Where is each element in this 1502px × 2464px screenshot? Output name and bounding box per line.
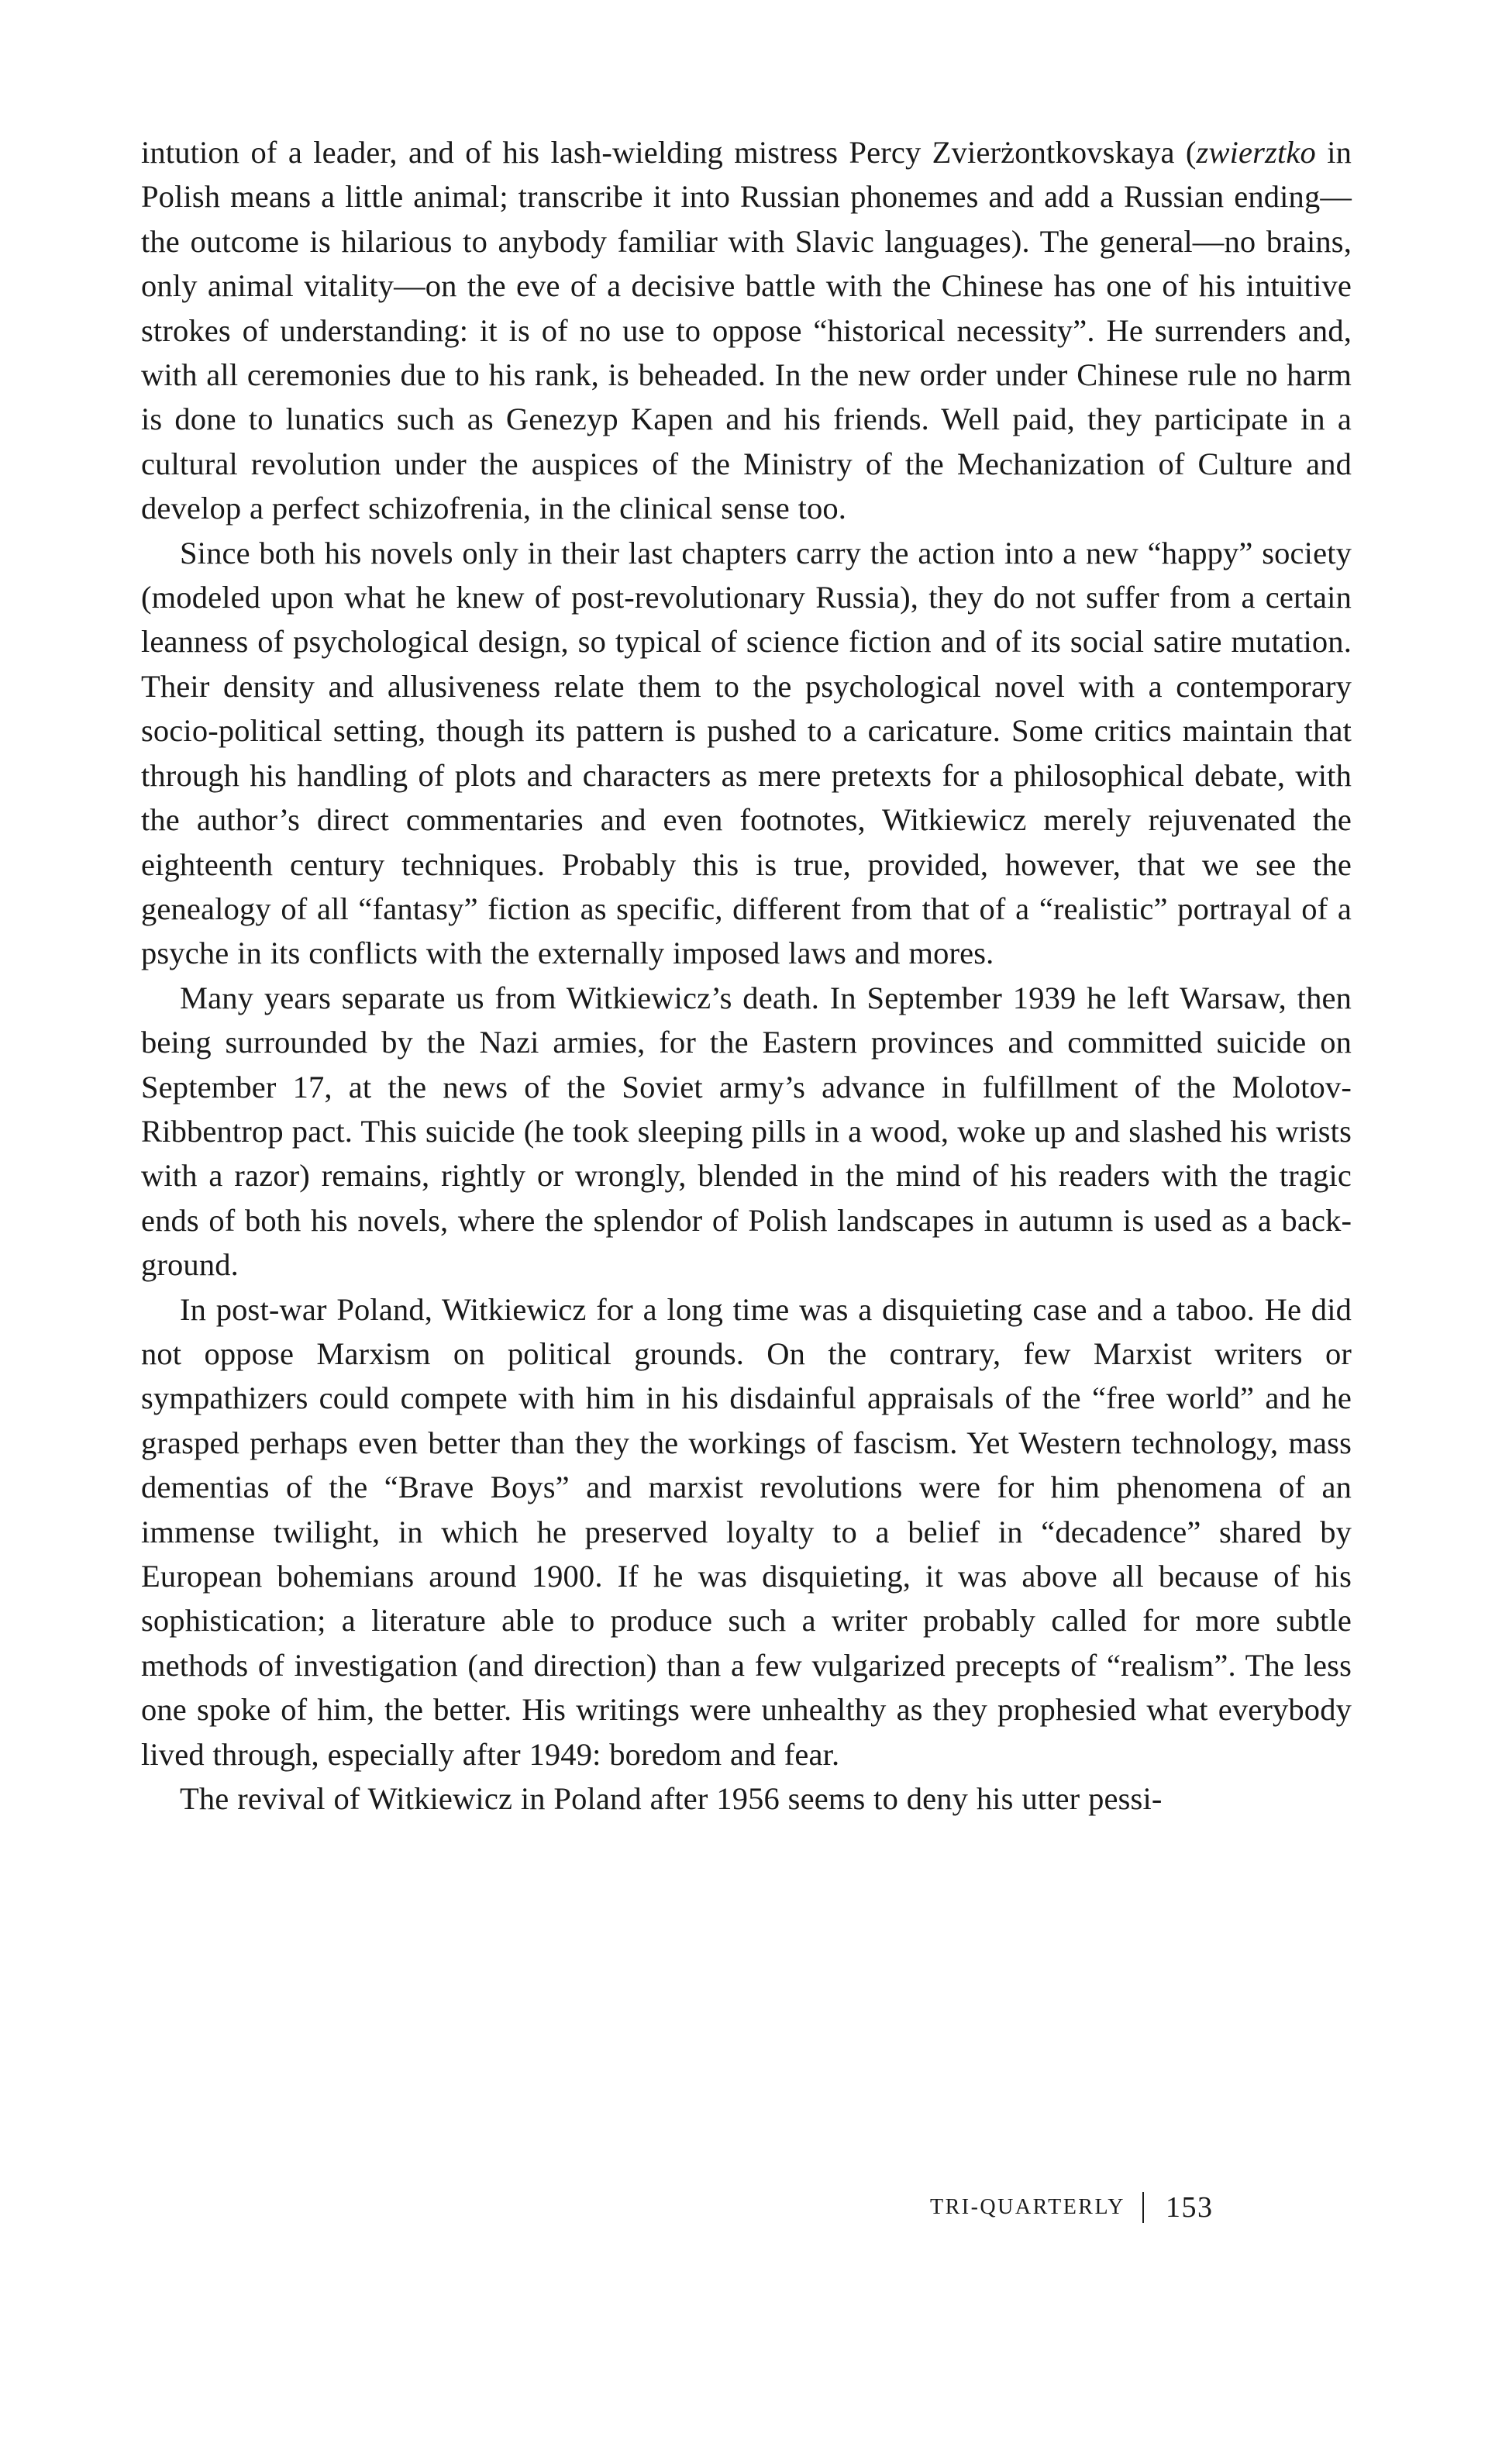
paragraph-1-italic-term: zwierztko (1196, 135, 1316, 170)
paragraph-2-text: Since both his novels only in their last chapters carry the action into a new “happy” society (modeled upon what he knew of post-revolutionary Russia), they do not suffer from a certain leanness of psychological design, so typical of science fiction and of its social satire mutation. Their density and allusiveness relate them to the psychological novel with a contemporary socio-political setting, though its pattern is pushed to a caricature. Some critics maintain that through his handling of plots and characters as mere pretexts for a philosophical debate, with the author’s direct commentaries and even footnotes, Witkiewicz merely rejuvenated the eighteenth century techniques. Probably this is true, provided, however, that we see the genealogy of all “fantasy” fiction as specific, different from that of a “realistic” portrayal of a psyche in its conflicts with the externally imposed laws and mores. (141, 535, 1352, 971)
page-body (141, 130, 1352, 1821)
paragraph-5 (141, 1776, 1352, 1821)
paragraph-1-text-a: intution of a leader, and of his lash-wielding mistress Percy Zvierżontkovskaya ( (141, 135, 1197, 170)
paragraph-4 (141, 1287, 1352, 1776)
paragraph-3-text: Many years separate us from Witkiewicz’s death. In September 1939 he left Warsaw, then being surrounded by the Nazi armies, for the Eastern provinces and committed suicide on September 17, at the news of the Soviet army’s advance in fulfillment of the Molotov-Ribbentrop pact. This suicide (he took sleeping pills in a wood, woke up and slashed his wrists with a razor) remains, rightly or wrongly, blended in the mind of his readers with the tragic ends of both his novels, where the splendor of Polish landscapes in autumn is used as a background. (141, 980, 1352, 1283)
journal-title: TRI-QUARTERLY (930, 2195, 1125, 2219)
paragraph-1-text-b: in Polish means a little animal; transcribe it into Russian phonemes and add a Russian ending—the outcome is hilarious to anybody familiar with Slavic languages). The general—no brains, only animal vitality—on the eve of a decisive battle with the Chinese has one of his intuitive strokes of understanding: it is of no use to oppose “historical necessity”. He surrenders and, with all ceremonies due to his rank, is beheaded. In the new order under Chinese rule no harm is done to lunatics such as Genezyp Kapen and his friends. Well paid, they participate in a cultural revolution under the auspices of the Ministry of the Mechanization of Culture and develop a perfect schizofrenia, in the clinical sense too. (141, 135, 1352, 526)
paragraph-3 (141, 976, 1352, 1287)
paragraph-1 (141, 130, 1352, 531)
running-footer (930, 2190, 1214, 2224)
page-number: 153 (1166, 2191, 1214, 2224)
paragraph-4-text: In post-war Poland, Witkiewicz for a long time was a disquieting case and a taboo. He did not oppose Marxism on political grounds. On the contrary, few Marxist writers or sympathizers could compete with him in his disdainful appraisals of the “free world” and he grasped perhaps even better than they the workings of fascism. Yet Western technology, mass dementias of the “Brave Boys” and marxist revolutions were for him phenomena of an immense twilight, in which he preserved loyalty to a belief in “decadence” shared by European bohemians around 1900. If he was disquieting, it was above all because of his sophistication; a literature able to produce such a writer probably called for more subtle methods of investigation (and direction) than a few vulgarized precepts of “realism”. The less one spoke of him, the better. His writings were unhealthy as they prophesied what everybody lived through, especially after 1949: boredom and fear. (141, 1291, 1352, 1772)
paragraph-5-text: The revival of Witkiewicz in Poland after 1956 seems to deny his utter pessi- (180, 1781, 1163, 1817)
paragraph-2 (141, 531, 1352, 976)
footer-divider (1142, 2192, 1144, 2223)
